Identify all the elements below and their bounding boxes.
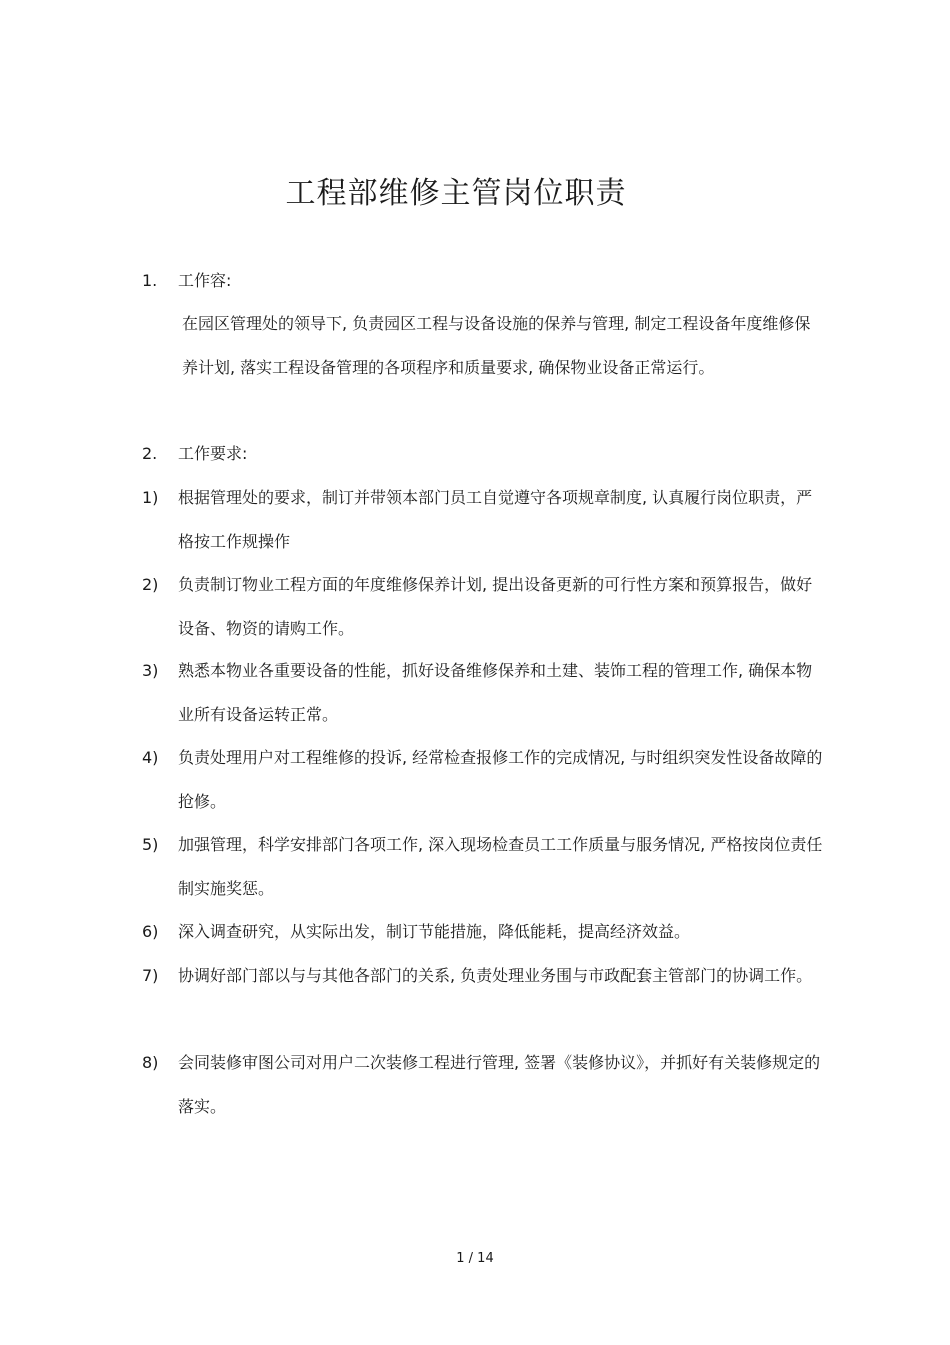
list-item-text: 负责制订物业工程方面的年度维修保养计划, 提出设备更新的可行性方案和预算报告，做好设备、物资的请购工作。: [178, 575, 813, 638]
list-item-number: 8): [142, 1053, 159, 1072]
section-1-paragraph: 在园区管理处的领导下, 负责园区工程与设备设施的保养与管理, 制定工程设备年度维修保养计划, 落实工程设备管理的各项程序和质量要求, 确保物业设备正常运行。: [182, 314, 811, 377]
list-item-text: 根据管理处的要求，制订并带领本部门员工自觉遵守各项规章制度, 认真履行岗位职责，严格按工作规操作: [178, 488, 813, 551]
list-item-number: 3): [142, 661, 159, 680]
list-item-number: 7): [142, 966, 159, 985]
list-item-number: 2): [142, 575, 159, 594]
section-2-number: 2.: [142, 444, 158, 463]
document-title: 工程部维修主管岗位职责: [285, 176, 627, 211]
list-item-number: 6): [142, 922, 159, 941]
section-1-number: 1.: [142, 271, 158, 290]
list-item-text: 会同装修审图公司对用户二次装修工程进行管理, 签署《装修协议》，并抓好有关装修规定的落实。: [178, 1053, 821, 1116]
list-item-text: 协调好部门部以与与其他各部门的关系, 负责处理业务围与市政配套主管部门的协调工作。: [178, 966, 813, 985]
list-item-number: 4): [142, 748, 159, 767]
list-item-number: 5): [142, 835, 159, 854]
section-1-label: 工作容:: [178, 271, 232, 290]
list-item-number: 1): [142, 488, 159, 507]
section-2-label: 工作要求:: [178, 444, 248, 463]
list-item-text: 负责处理用户对工程维修的投诉, 经常检查报修工作的完成情况, 与时组织突发性设备故障的抢修。: [178, 748, 823, 811]
list-item-text: 熟悉本物业各重要设备的性能，抓好设备维修保养和土建、装饰工程的管理工作, 确保本物业所有设备运转正常。: [178, 661, 813, 724]
list-item-text: 加强管理，科学安排部门各项工作, 深入现场检查员工工作质量与服务情况, 严格按岗位责任制实施奖惩。: [178, 835, 823, 898]
page-number: 1 / 14: [456, 1251, 494, 1266]
list-item-text: 深入调查研究，从实际出发，制订节能措施，降低能耗，提高经济效益。: [178, 922, 691, 941]
